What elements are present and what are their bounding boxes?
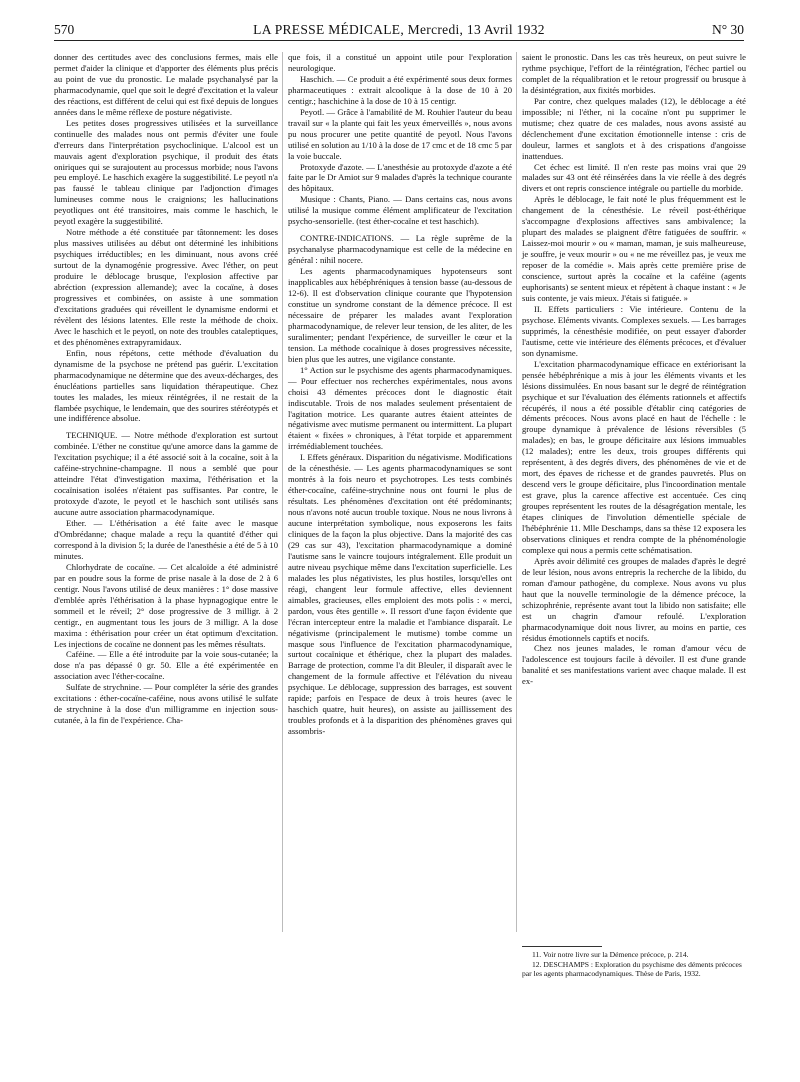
journal-title: LA PRESSE MÉDICALE, Mercredi, 13 Avril 1932 [253,22,545,37]
paragraph: CONTRE-INDICATIONS. — La règle suprême de la psychanalyse pharmacodynamique est celle de la médecine en général : nihil nocere. [288,233,512,266]
column-middle [288,52,512,737]
footnote-rule [522,946,602,947]
paragraph: Haschich. — Ce produit a été expérimenté sous deux formes pharmaceutiques : extrait alcoolique à la dose de 10 à 20 centigr.; haschichine à la dose de 10 à 15 centigr. [288,73,512,106]
footnote: 11. Voir notre livre sur la Démence précoce, p. 214. [532,950,689,959]
paragraph: Chlorhydrate de cocaïne. — Cet alcaloïde a été administré par en poudre sous la forme de prise nasale à la dose de 2 à 6 centigr. Nous l'avons utilisé de deux manières : 1° dose massive d'emblée après l'éthérisation à la phase hypnagogique entre le sommeil et le réveil; 2° dose progressive de 3 milligr. à 2 centigr., en augmentant tous les jours de 3 milligr. A la dose maxima : éthérisation pour créer un état optimum d'excitation. Les injections de cocaïne ne donnent pas les mêmes résultats. [54,561,278,649]
paragraph: Les petites doses progressives utilisées et la surveillance continuelle des malades nous ont permis d'éviter une foule d'erreurs dans l'interprétation psychoclinique. L'alcool est un mauvais agent d'exploration psychique, il produit des états oniriques qui se surajoutent au processus morbide; nous l'avons peu employé. Le haschich exagère la suggestibilité. Le peyotl n'a pas faussé le tableau clinique par l'adjonction d'images lumineuses comme nous le craignions; les hallucinations peyotliques ont été transitoires, mais comme le haschich, le peyotl exagère la suggestibilité. [54,117,278,227]
column-left [54,52,278,726]
paragraph: Musique : Chants, Piano. — Dans certains cas, nous avons utilisé la musique comme élément amplificateur de l'excitation psycho-sensorielle. (test éther-cocaïne et test haschich). [288,194,512,227]
paragraph: Peyotl. — Grâce à l'amabilité de M. Rouhier l'auteur du beau travail sur « la plante qui fait les yeux émerveillés », nous avons pu nous procurer une petite quantité de peyotl. Nous l'avons utilisé en solution au 1/10 à la dose de 17 cmc et de 18 cmc 5 par la voie buccale. [288,106,512,161]
paragraph: Cet échec est limité. Il n'en reste pas moins vrai que 29 malades sur 43 ont été réinsérées dans la vie réelle à des degrés divers et ont repris conscience intégrale ou partielle du morbide. [522,161,746,194]
paragraph: Notre méthode a été constituée par tâtonnement: les doses plus massives utilisées au début ont déterminé les inhibitions psychiques irréductibles; en les diminuant, nous avons créé surtout de la dynamogénie progressive. Avec l'éther, on peut produire le déblocage brusque, l'explosion affective par abréction (expression allemande); avec la cocaïne, à doses progressives et combinées, on assiste à une sommation d'excitations graduées qui réveillent le dynamisme endormi et révèlent des lésions latentes. Elle reste la méthode de choix. Avec le haschich et le peyotl, on note des troubles cataleptiques, et des phénomènes extrapyramidaux. [54,227,278,347]
paragraph: saient le pronostic. Dans les cas très heureux, on peut suivre le rythme psychique, l'effort de la réintégration, l'échec partiel ou complet de la réqualibration et le retour progressif ou brusque à la désintégration, aux fixités morbides. [522,52,746,95]
paragraph: Par contre, chez quelques malades (12), le déblocage a été impossible; ni l'éther, ni la cocaïne n'ont pu supprimer le mutisme; chez quatre de ces malades, nous avons assisté au déclenchement d'une excitation émotionnelle intense : cris de douleur, larmes et sanglots et à des crispations d'angoisse inattendues. [522,95,746,161]
paragraph: Sulfate de strychnine. — Pour compléter la série des grandes excitations : éther-cocaïne-caféine, nous avons utilisé le sulfate de strychnine à la dose d'un milligramme en injection sous-cutanée, à la fin de l'expérience. Cha- [54,682,278,726]
column-divider [516,52,517,932]
page-number: 570 [54,22,75,37]
paragraph: Chez nos jeunes malades, le roman d'amour vécu de l'adolescence est toujours facile à dévoiler. Il est d'une grande banalité et ses manifestations varient avec chaque malade. Il est ex- [522,643,746,687]
column-divider [282,52,283,932]
footnote: 12. DESCHAMPS : Exploration du psychisme des déments précoces par les agents pharmacodynamiques. Thèse de Paris, 1932. [522,959,742,979]
paragraph: Ether. — L'éthérisation a été faite avec le masque d'Ombrédanne; chaque malade a reçu la quantité d'éther qui correspond à la division 5; la durée de l'anesthésie a été de 5 à 10 minutes. [54,518,278,561]
paragraph: Les agents pharmacodynamiques hypotenseurs sont inapplicables aux hébéphréniques à tension basse (au-dessous de 12-6). Il est d'observation clinique courante que l'hypotension constitue un syndrome constant de la démence précoce. Il est nécessaire de préparer les malades avant l'exploration pharmacodynamique, de relever leur tension, de les aliter, de les suralimenter; pendant l'expérience, de surveiller le cœur et la tension. La méthode cocaïnique à doses progressives nécessite, bien plus que les autres, une vigilance constante. [288,266,512,364]
footnotes [522,950,746,979]
paragraph: TECHNIQUE. — Notre méthode d'exploration est surtout combinée. L'éther ne constitue qu'une amorce dans la gamme de l'excitation psychique; il a été associé soit à la cocaïne, soit à la caféine-strychnine-champagne. Il nous a semblé que pour atteindre l'état d'investigation maxima, l'éthérisation et la cocaïnisation isolées n'étaient pas suffisantes. Par contre, le protoxyde d'azote, le peyotl et le haschich sont utilisés sans aucune autre association pharmacodynamique. [54,430,278,518]
paragraph: II. Effets particuliers : Vie intérieure. Contenu de la psychose. Eléments vivants. Complexes sexuels. — Les barrages supprimés, la cénesthésie modifiée, on peut essayer d'aborder l'autisme, cette vie intérieure des éléments précoces, et d'évaluer son dynamisme. [522,303,746,358]
issue-number: N° 30 [711,22,744,37]
paragraph: donner des certitudes avec des conclusions fermes, mais elle permet d'aider la clinique et d'apporter des éléments plus précis au point de vue du pronostic. Le malade psychanalysé par la pharmacodynamie, quel que soit le degré d'excitation et la valeur des réactions, est différent de celui qui est fixé depuis de longues années dans le même réflexe de posture négativiste. [54,52,278,117]
paragraph: I. Effets généraux. Disparition du négativisme. Modifications de la cénesthésie. — Les agents pharmacodynamiques se sont montrés à la fois neuro et psychotropes. Les tests combinés éther-cocaïne, caféine-strychnine nous ont fourni le plus de résultats. Les phénomènes d'excitation ont été prédominants; nous n'avons noté aucun trouble toxique. Nous ne nous livrons à aucune interprétation symbolique, nous exposerons les faits cliniques de la façon la plus objective. Dans la majorité des cas (29 cas sur 43), l'excitation pharmacodynamique a dominé l'autisme sans le vaincre toujours intégralement. Elle produit un autre niveau psychique même dans l'excitation superficielle. Les malades les plus négativistes, les plus hostiles, lorsqu'elles ont réagi, changent leur formule affective, elles deviennent aimables, gracieuses, elles emploient des mots polis : « merci, pardon, vous êtes gentille ». Il ressort d'une façon évidente que l'écran intercepteur entre la maladie et l'ambiance disparaît. Le négativisme (principalement le mutisme) tombe comme un masque sous l'influence de l'excitation pharmacodynamique, surtout cocaïnique et éthérique, chez la plupart des malades. Barrage de protection, comme l'a dit Bleuler, il disparaît avec le changement de la formule affective et l'élévation du niveau psychique. Le déblocage, suppression des barrages, est souvent rapide; parfois en l'espace de deux à trois heures (avec le haschich quatre, huit heures), on assiste au jaillissement des troubles profonds et à la disparition des phénomènes graves qui assombris- [288,452,512,737]
running-header [54,22,744,41]
paragraph: 1° Action sur le psychisme des agents pharmacodynamiques. — Pour effectuer nos recherches expérimentales, nous avons choisi 43 démentes précoces dont le diagnostic était indiscutable. Trois de nos malades seulement présentaient de l'agitation motrice. Les quarante autres étaient atteintes de négativisme avec mutisme permanent ou intermittent. La plupart étaient « fixées » chroniques, à l'état torpide et apparemment irrémédiablement touchées. [288,364,512,452]
column-right [522,52,746,687]
paragraph: Caféine. — Elle a été introduite par la voie sous-cutanée; la dose n'a pas dépassé 0 gr. 50. Elle a été expérimentée en association avec l'éther-cocaïne. [54,649,278,682]
paragraph: Protoxyde d'azote. — L'anesthésie au protoxyde d'azote a été faite par le Dr Amiot sur 9 malades d'après la technique courante des hôpitaux. [288,161,512,194]
paragraph: Après avoir délimité ces groupes de malades d'après le degré de leur lésion, nous avons entrepris la recherche de la libido, du roman d'amour pathogène, du complexe. Nous avons vu plus haut que la nouvelle terminologie de la démence précoce, la schizophrénie, représente avant tout la libido non satisfaite; elle est un chagrin d'amour refoulé. L'exploration pharmacodynamique doit nous livrer, au moins en partie, ces résidus émotionnels captifs et nocifs. [522,555,746,643]
paragraph: que fois, il a constitué un appoint utile pour l'exploration neurologique. [288,52,512,73]
paragraph: L'excitation pharmacodynamique efficace en extériorisant la pensée hébéphrénique a mis à jour les éléments vivants et les lésions dissimulées. En nous basant sur le degré de réintégration psychique et sur l'évaluation des éléments rationnels et affectifs récupérés, il nous a été possible d'établir cinq catégories de déments précoces. Nous avons placé en haut de l'échelle : le groupe dynamique à prévalence de lésions réversibles (5 malades); en bas, le groupe déficitaire aux lésions immuables (12 malades); entre les deux, trois groupes différents qui représentent, à des degrés divers, des phénomènes de vie et de mort, des épaves de richesse et de grandes pauvretés. Plus on descend vers le groupe déficitaire, plus l'incoordination mentale est grave, plus la carence affective est accentuée. Ces cinq groupes représentent les routes de la désagrégation mentale, les étapes cliniques de l'involution démentielle spéciale de l'hébéphrénie 11. Mlle Deschamps, dans sa thèse 12 exposera les observations cliniques et rendra compte de la phénoménologie complexe qui nous a permis cette schématisation. [522,358,746,555]
paragraph: Après le déblocage, le fait noté le plus fréquemment est le changement de la cénesthésie. Le réveil post-éthérique s'accompagne d'explosions affectives sans ambivalence; la plupart des malades se plaignent d'être fatiguées de souffrir. « Laissez-moi mourir » ou « maman, maman, je suis malheureuse, je souffre, je veux mourir » ou « ne me réveillez pas, je veux me reposer de la comédie ». Mais après cette première prise de conscience, surtout après la cocaïne et la caféine (agents euphorisants) se sentent mieux et répètent à chaque instant : « Je suis contente, je vais mieux. J'étais si fatiguée. » [522,194,746,303]
paragraph: Enfin, nous répétons, cette méthode d'évaluation du dynamisme de la psychose ne prétend pas guérir. L'excitation pharmacodynamique ne détermine que des aveux-décharges, des énucléations partielles sans liquidation thérapeutique. Chez toutes les malades, les mieux réintégrées, il ne restait de la flambée psychique, le lendemain, que des sourires stéréotypés et une indifférence absolue. [54,347,278,424]
